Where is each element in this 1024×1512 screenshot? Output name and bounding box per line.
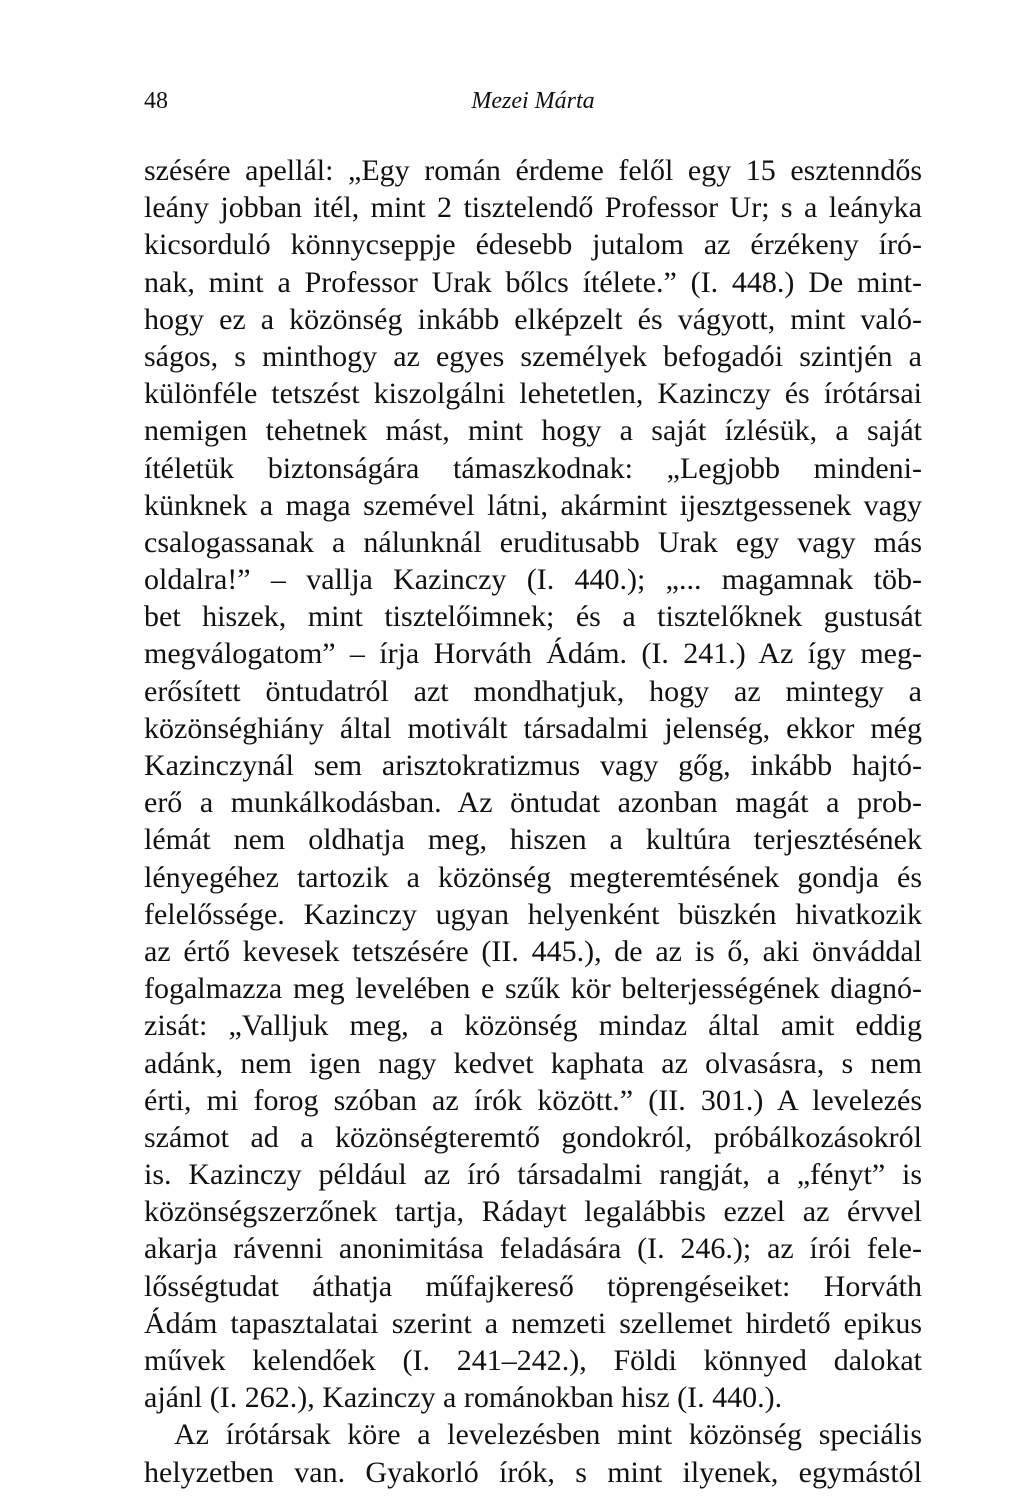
text-line: zisát: „Valljuk meg, a közönség mindaz által amit eddig <box>144 1009 922 1043</box>
text-line: adánk, nem igen nagy kedvet kaphata az olvasásra, s nem <box>144 1046 922 1080</box>
text-line: az értő kevesek tetszésére (II. 445.), de az is ő, aki önváddal <box>144 934 922 968</box>
text-line: helyzetben van. Gyakorló írók, s mint ilyenek, egymástól <box>144 1455 922 1489</box>
body-text <box>144 152 922 1491</box>
text-line: bet hiszek, mint tisztelőimnek; és a tisztelőknek gustusát <box>144 600 922 634</box>
text-line: megválogatom” – írja Horváth Ádám. (I. 241.) Az így meg- <box>144 637 922 671</box>
text-line: lősségtudat áthatja műfajkereső töprengéseiket: Horváth <box>144 1269 922 1303</box>
text-line: érti, mi forog szóban az írók között.” (II. 301.) A levelezés <box>144 1083 922 1117</box>
text-line: kicsorduló könnycseppje édesebb jutalom az érzékeny író- <box>144 228 922 262</box>
running-header <box>144 84 922 118</box>
text-line: erősített öntudatról azt mondhatjuk, hogy az mintegy a <box>144 674 922 708</box>
text-line: művek kelendőek (I. 241–242.), Földi könnyed dalokat <box>144 1344 922 1377</box>
text-line: csalogassanak a nálunknál eruditusabb Urak egy vagy más <box>144 525 922 559</box>
running-title: Mezei Márta <box>471 88 595 114</box>
text-line: szésére apellál: „Egy román érdeme felől egy 15 esztenndős <box>144 154 922 187</box>
text-line: közönséghiány által motivált társadalmi jelenség, ekkor még <box>144 711 922 745</box>
text-line: leány jobban itél, mint 2 tisztelendő Professor Ur; s a leányka <box>144 191 922 225</box>
text-line: Ádám tapasztalatai szerint a nemzeti szellemet hirdető epikus <box>144 1306 922 1340</box>
text-line: hogy ez a közönség inkább elképzelt és vágyott, mint való- <box>144 302 922 336</box>
text-line: ítéletük biztonságára támaszkodnak: „Legjobb mindeni- <box>144 451 922 485</box>
text-line: felelőssége. Kazinczy ugyan helyenként büszkén hivatkozik <box>144 897 922 931</box>
text-line: Kazinczynál sem arisztokratizmus vagy gőg, inkább hajtó- <box>144 749 922 782</box>
text-line: ságos, s minthogy az egyes személyek befogadói szintjén a <box>144 339 922 373</box>
text-line-paragraph-end: ajánl (I. 262.), Kazinczy a románokban hisz (I. 440.). <box>144 1381 783 1415</box>
page-number: 48 <box>144 88 168 114</box>
text-line: künknek a maga szemével látni, akármint ijesztgessenek vagy <box>144 488 922 522</box>
text-line: akarja rávenni anonimitása feladására (I. 246.); az írói fele- <box>144 1232 922 1266</box>
text-line: lényegéhez tartozik a közönség megteremtésének gondja és <box>144 860 922 894</box>
text-line: lémát nem oldhatja meg, hiszen a kultúra terjesztésének <box>144 823 922 857</box>
text-line: közönségszerzőnek tartja, Rádayt legalábbis ezzel az érvvel <box>144 1195 922 1229</box>
text-line-paragraph-start: Az írótársak köre a levelezésben mint közönség speciális <box>174 1418 922 1452</box>
text-line: számot ad a közönségteremtő gondokról, próbálkozásokról <box>144 1120 922 1154</box>
text-line: nak, mint a Professor Urak bőlcs ítélete.” (I. 448.) De mint- <box>144 265 922 299</box>
text-line: fogalmazza meg levelében e szűk kör belterjességének diagnó- <box>144 972 922 1006</box>
text-line: erő a munkálkodásban. Az öntudat azonban magát a prob- <box>144 786 922 820</box>
text-line: különféle tetszést kiszolgálni lehetetlen, Kazinczy és írótársai <box>144 377 922 411</box>
text-line: is. Kazinczy például az író társadalmi rangját, a „fényt” is <box>144 1158 922 1192</box>
text-line: oldalra!” – vallja Kazinczy (I. 440.); „... magamnak töb- <box>144 563 922 597</box>
text-line: nemigen tehetnek mást, mint hogy a saját ízlésük, a saját <box>144 414 922 448</box>
